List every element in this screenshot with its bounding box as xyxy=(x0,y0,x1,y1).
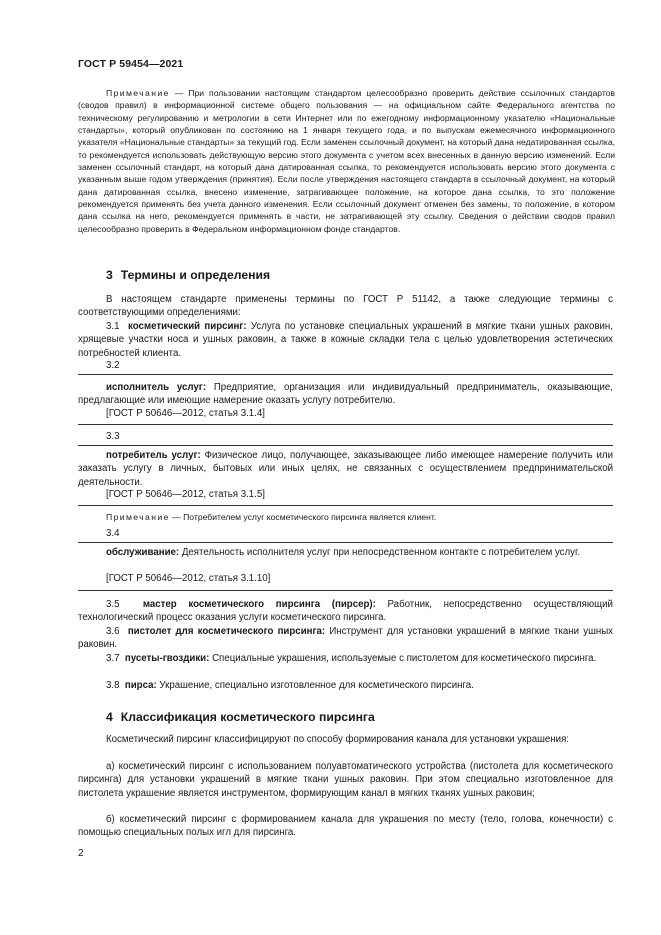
term-3-7 xyxy=(78,652,613,665)
section-3-heading xyxy=(106,268,270,282)
box-divider xyxy=(78,542,613,543)
box-divider xyxy=(78,505,613,506)
term-name: пистолет для косметического пирсинга: xyxy=(127,626,326,637)
term-name: мастер косметического пирсинга (пирсер): xyxy=(142,599,376,610)
box-divider xyxy=(78,590,613,591)
section-4-heading xyxy=(106,710,375,724)
term-3-3 xyxy=(78,449,613,489)
section-4-intro: Косметический пирсинг классифицируют по способу формирования канала для установки украшения: xyxy=(106,734,570,745)
term-3-3-source: [ГОСТ Р 50646—2012, статья 3.1.5] xyxy=(106,489,265,500)
term-definition: Инструмент для установки украшений в мягкие ткани ушных раковин. xyxy=(78,626,614,651)
note-label: Примечание xyxy=(106,88,170,98)
term-definition: Специальные украшения, используемые с пистолетом для косметического пирсинга. xyxy=(212,653,597,664)
box-divider xyxy=(78,424,613,425)
page-number: 2 xyxy=(78,848,84,859)
term-name: пусеты-гвоздики: xyxy=(124,653,210,664)
term-name: потребитель услуг: xyxy=(106,450,201,461)
classification-item-a: а) косметический пирсинг с использованием полуавтоматического устройства (пистолета для косметического пирсинга) для установки украшений в мягкие ткани ушных раковин. При этом специально изготовленное для пистолета украшение является инструментом, формирующим канал в мягких тканях ушных раковин; xyxy=(78,761,613,799)
term-number: 3.1 xyxy=(106,321,120,332)
section-3-intro: В настоящем стандарте применены термины по ГОСТ Р 51142, а также следующие термины с соответствующими определениями: xyxy=(78,294,613,319)
term-name: косметический пирсинг: xyxy=(128,321,247,332)
term-number: 3.7 xyxy=(106,653,120,664)
section-4-number: 4 xyxy=(106,710,113,724)
term-definition: Предприятие, организация или индивидуальный предприниматель, оказывающие, предлагающие или имеющие намерение оказать услугу потребителю. xyxy=(78,382,613,407)
note-label: Примечание xyxy=(106,512,170,522)
term-number: 3.8 xyxy=(106,680,120,691)
term-3-3-number: 3.3 xyxy=(106,431,120,442)
term-definition: Услуга по установке специальных украшений в мягкие ткани ушных раковин, хрящевые участки носа и ушных раковин, а также в кожные складки тела с целью удовлетворения эстетических потребностей клиента. xyxy=(78,321,613,359)
term-3-4-source: [ГОСТ Р 50646—2012, статья 3.1.10] xyxy=(106,573,271,584)
term-3-8 xyxy=(78,679,613,692)
term-name: пирса: xyxy=(124,680,157,691)
document-header: ГОСТ Р 59454—2021 xyxy=(78,58,184,70)
classification-item-b: б) косметический пирсинг с формированием канала для украшения по месту (тело, голова, конечности) с помощью специальных полых игл для пирсинга. xyxy=(78,814,613,839)
term-definition: Физическое лицо, получающее, заказывающее либо имеющее намерение получить или заказать услугу в личных, бытовых или иных целях, не связанных с осуществлением предпринимательской деятельности. xyxy=(78,450,613,488)
term-3-2-source: [ГОСТ Р 50646—2012, статья 3.1.4] xyxy=(106,408,265,419)
term-3-4 xyxy=(78,546,613,559)
box-divider xyxy=(78,445,613,446)
term-3-2-number: 3.2 xyxy=(106,360,120,371)
term-number: 3.5 xyxy=(106,599,120,610)
note-references xyxy=(78,87,615,235)
term-3-1 xyxy=(78,320,613,360)
term-definition: Деятельность исполнителя услуг при непосредственном контакте с потребителем услуг. xyxy=(181,547,581,558)
term-3-2 xyxy=(78,381,613,408)
note-consumer xyxy=(106,512,436,522)
term-name: обслуживание: xyxy=(106,547,180,558)
term-number: 3.6 xyxy=(106,626,120,637)
section-4-title: Классификация косметического пирсинга xyxy=(120,710,375,724)
note-text: — Потребителем услуг косметического пирсинга является клиент. xyxy=(172,512,437,522)
term-3-4-number: 3.4 xyxy=(106,528,120,539)
term-name: исполнитель услуг: xyxy=(106,382,207,393)
term-3-6 xyxy=(78,625,613,652)
section-3-title: Термины и определения xyxy=(120,268,271,282)
term-definition: Работник, непосредственно осуществляющий технологический процесс оказания услуги косметического пирсинга. xyxy=(78,599,613,624)
section-3-number: 3 xyxy=(106,268,113,282)
term-definition: Украшение, специально изготовленное для косметического пирсинга. xyxy=(159,680,474,691)
term-3-5 xyxy=(78,598,613,625)
note-text: — При пользовании настоящим стандартом целесообразно проверить действие ссылочных стандартов (сводов правил) в информационной системе общего пользования — на официальном сайте Федерального агентства по техническому регулированию и метрологии в сети Интернет или по ежегодному информационному указателю «Национальные стандарты», который опубликован по состоянию на 1 января текущего года, и по выпускам ежемесячного информационного указателя «Национальные стандарты» за текущий год. Если заменен ссылочный документ, на который дана недатированная ссылка, то рекомендуется использовать действующую версию этого документа с учетом всех внесенных в данную версию изменений. Если заменен ссылочный стандарт, на который дана датированная ссылка, то рекомендуется использовать версию этого документа с указанным выше годом утверждения (принятия). Если после утверждения настоящего стандарта в ссылочный документ, на который дана датированная ссылка, внесено изменение, затрагивающее положение, на которое дана ссылка, то это положение рекомендуется применять без учета данного изменения. Если ссылочный документ отменен без замены, то положение, в котором дана ссылка на него, рекомендуется применять в части, не затрагивающей эту ссылку. Сведения о действии сводов правил целесообразно проверить в Федеральном информационном фонде стандартов. xyxy=(78,88,616,234)
box-divider xyxy=(78,374,613,375)
